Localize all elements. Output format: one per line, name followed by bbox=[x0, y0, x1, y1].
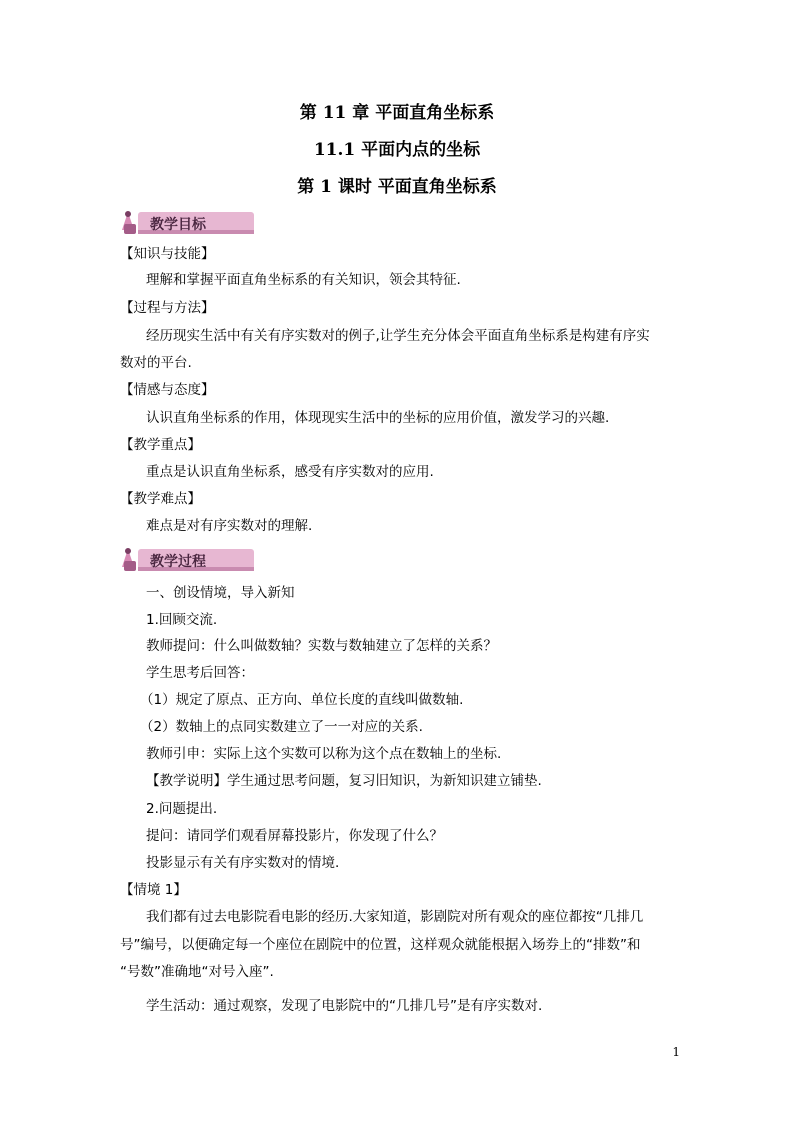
teacher-question: 教师提问：什么叫做数轴？实数与数轴建立了怎样的关系？ bbox=[146, 638, 497, 654]
teacher-lead: 教师引申：实际上这个实数可以称为这个点在数轴上的坐标. bbox=[146, 746, 502, 762]
focus-text: 重点是认识直角坐标系，感受有序实数对的应用. bbox=[146, 464, 434, 480]
emotion-heading: 【情感与态度】 bbox=[120, 382, 215, 398]
item2-heading: 2.问题提出. bbox=[146, 801, 218, 817]
knowledge-heading: 【知识与技能】 bbox=[120, 246, 215, 262]
teaching-goals-label: 教学目标 bbox=[150, 217, 206, 233]
student-activity: 学生活动：通过观察，发现了电影院中的“几排几号”是有序实数对. bbox=[146, 998, 543, 1014]
difficulty-text: 难点是对有序实数对的理解. bbox=[146, 518, 313, 534]
method-heading: 【过程与方法】 bbox=[120, 300, 215, 316]
answer-2: （2）数轴上的点同实数建立了一一对应的关系. bbox=[140, 719, 423, 735]
knowledge-text: 理解和掌握平面直角坐标系的有关知识，领会其特征. bbox=[146, 272, 461, 288]
emotion-text: 认识直角坐标系的作用，体现现实生活中的坐标的应用价值，激发学习的兴趣. bbox=[146, 410, 610, 426]
page-number: 1 bbox=[672, 1045, 680, 1059]
ask-text: 提问：请同学们观看屏幕投影片，你发现了什么？ bbox=[146, 828, 443, 844]
students-answer-intro: 学生思考后回答： bbox=[146, 665, 254, 681]
scene-line1: 我们都有过去电影院看电影的经历.大家知道，影剧院对所有观众的座位都按“几排几 bbox=[146, 909, 644, 925]
teaching-process-banner bbox=[118, 543, 258, 575]
method-text-line1: 经历现实生活中有关有序实数对的例子,让学生充分体会平面直角坐标系是构建有序实 bbox=[146, 328, 650, 344]
answer-1: （1）规定了原点、正方向、单位长度的直线叫做数轴. bbox=[140, 692, 464, 708]
scene-line2: 号”编号，以便确定每一个座位在剧院中的位置，这样观众就能根据入场券上的“排数”和 bbox=[120, 937, 641, 953]
focus-heading: 【教学重点】 bbox=[120, 437, 201, 453]
difficulty-heading: 【教学难点】 bbox=[120, 491, 201, 507]
method-text-line2: 数对的平台. bbox=[120, 355, 192, 371]
teaching-goals-banner bbox=[118, 206, 258, 238]
scene-line3: “号数”准确地“对号入座”. bbox=[120, 964, 274, 980]
item1-heading: 1.回顾交流. bbox=[146, 612, 218, 628]
lesson-title: 第 1 课时 平面直角坐标系 bbox=[297, 177, 497, 197]
chapter-title: 第 11 章 平面直角坐标系 bbox=[299, 103, 495, 123]
section-title: 11.1 平面内点的坐标 bbox=[313, 140, 481, 160]
step1-heading: 一、创设情境，导入新知 bbox=[146, 585, 295, 601]
projection-text: 投影显示有关有序实数对的情境. bbox=[146, 855, 340, 871]
teaching-process-label: 教学过程 bbox=[150, 554, 206, 570]
scene-heading: 【情境 1】 bbox=[120, 882, 187, 898]
teaching-note: 【教学说明】学生通过思考问题，复习旧知识，为新知识建立铺垫. bbox=[146, 773, 542, 789]
